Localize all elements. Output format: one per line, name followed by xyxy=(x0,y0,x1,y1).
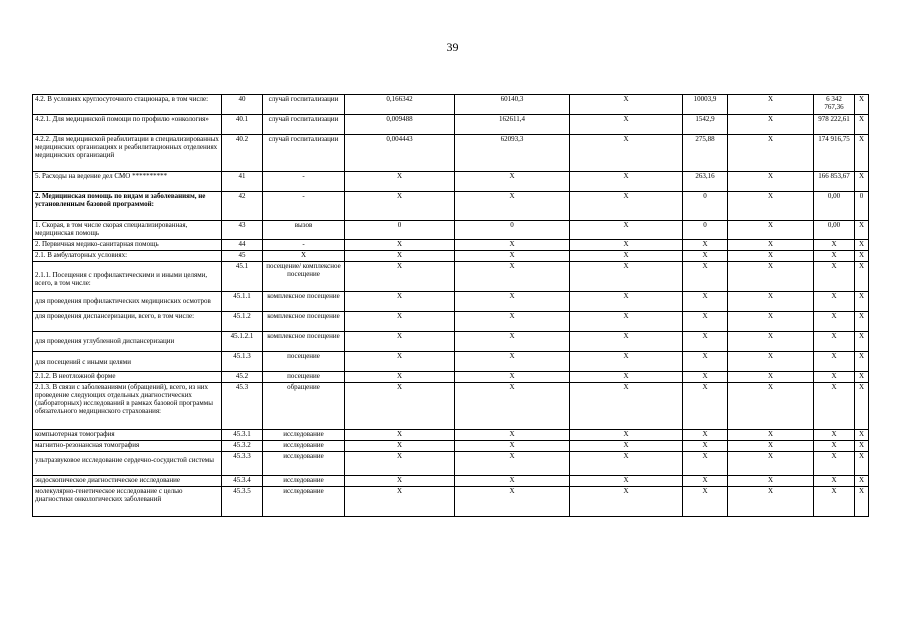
row-name-cell: 5. Расходы на ведение дел СМО ********** xyxy=(33,172,222,192)
table-row xyxy=(33,452,869,476)
budget-total-cell: X xyxy=(728,452,814,476)
financing-table xyxy=(32,94,869,517)
cost-norm-cell: X xyxy=(455,251,570,262)
percent-cell: X xyxy=(855,383,869,430)
row-code-cell: 40.2 xyxy=(222,135,263,172)
budget-total-cell: X xyxy=(728,487,814,517)
oms-per-capita-cell: X xyxy=(683,452,728,476)
row-name-cell: для проведения углубленной диспансеризации xyxy=(33,332,222,352)
volume-norm-cell: X xyxy=(345,352,455,372)
oms-total-cell: 174 916,75 xyxy=(814,135,855,172)
oms-per-capita-cell: X xyxy=(683,441,728,452)
volume-norm-cell: X xyxy=(345,476,455,487)
percent-cell: 0 xyxy=(855,192,869,221)
budget-total-cell: X xyxy=(728,292,814,312)
cost-norm-cell: X xyxy=(455,312,570,332)
table-row xyxy=(33,115,869,135)
row-unit-cell: - xyxy=(263,240,345,251)
budget-total-cell: X xyxy=(728,172,814,192)
budget-total-cell: X xyxy=(728,192,814,221)
cost-norm-cell: X xyxy=(455,192,570,221)
page-number: 39 xyxy=(446,40,459,54)
oms-per-capita-cell: X xyxy=(683,372,728,383)
budget-total-cell: X xyxy=(728,262,814,292)
budget-total-cell: X xyxy=(728,115,814,135)
row-unit-cell: - xyxy=(263,192,345,221)
table-row xyxy=(33,251,869,262)
budget-per-capita-cell: X xyxy=(570,312,683,332)
oms-per-capita-cell: X xyxy=(683,383,728,430)
volume-norm-cell: X xyxy=(345,292,455,312)
percent-cell: X xyxy=(855,430,869,441)
cost-norm-cell: X xyxy=(455,430,570,441)
row-unit-cell: вызов xyxy=(263,221,345,240)
volume-norm-cell: X xyxy=(345,251,455,262)
row-code-cell: 45.1.2 xyxy=(222,312,263,332)
row-name-cell: 2. Медицинская помощь по видам и заболеваниям, не установленным базовой программой: xyxy=(33,192,222,221)
percent-cell: X xyxy=(855,452,869,476)
row-name-cell: 2.1.3. В связи с заболеваниями (обращений), всего, из них проведение следующих отдельных диагностических (лабораторных) исследований в рамках базовой программы обязательного медицинского страхования: xyxy=(33,383,222,430)
budget-total-cell: X xyxy=(728,95,814,115)
table-row xyxy=(33,476,869,487)
oms-total-cell: X xyxy=(814,441,855,452)
budget-per-capita-cell: X xyxy=(570,352,683,372)
volume-norm-cell: X xyxy=(345,452,455,476)
row-unit-cell: X xyxy=(263,251,345,262)
volume-norm-cell: X xyxy=(345,192,455,221)
row-code-cell: 40 xyxy=(222,95,263,115)
table-row xyxy=(33,192,869,221)
budget-total-cell: X xyxy=(728,372,814,383)
oms-total-cell: X xyxy=(814,262,855,292)
row-unit-cell: исследование xyxy=(263,452,345,476)
budget-per-capita-cell: X xyxy=(570,192,683,221)
row-name-cell: 2.1. В амбулаторных условиях: xyxy=(33,251,222,262)
volume-norm-cell: X xyxy=(345,262,455,292)
oms-total-cell: X xyxy=(814,251,855,262)
oms-per-capita-cell: 275,88 xyxy=(683,135,728,172)
oms-total-cell: X xyxy=(814,352,855,372)
table-row xyxy=(33,95,869,115)
cost-norm-cell: X xyxy=(455,240,570,251)
row-name-cell: для проведения профилактических медицинских осмотров xyxy=(33,292,222,312)
percent-cell: X xyxy=(855,135,869,172)
row-unit-cell: случай госпитализации xyxy=(263,115,345,135)
percent-cell: X xyxy=(855,262,869,292)
row-code-cell: 41 xyxy=(222,172,263,192)
volume-norm-cell: X xyxy=(345,312,455,332)
volume-norm-cell: X xyxy=(345,430,455,441)
budget-per-capita-cell: X xyxy=(570,251,683,262)
budget-per-capita-cell: X xyxy=(570,95,683,115)
table-row xyxy=(33,221,869,240)
oms-total-cell: X xyxy=(814,487,855,517)
oms-per-capita-cell: 263,16 xyxy=(683,172,728,192)
cost-norm-cell: X xyxy=(455,452,570,476)
row-code-cell: 45.3.5 xyxy=(222,487,263,517)
row-unit-cell: посещение xyxy=(263,372,345,383)
budget-total-cell: X xyxy=(728,221,814,240)
budget-per-capita-cell: X xyxy=(570,115,683,135)
row-name-cell: 4.2.1. Для медицинской помощи по профилю «онкология» xyxy=(33,115,222,135)
row-code-cell: 40.1 xyxy=(222,115,263,135)
row-name-cell: 2. Первичная медико-санитарная помощь xyxy=(33,240,222,251)
table-row xyxy=(33,430,869,441)
volume-norm-cell: 0,004443 xyxy=(345,135,455,172)
cost-norm-cell: X xyxy=(455,262,570,292)
budget-per-capita-cell: X xyxy=(570,292,683,312)
cost-norm-cell: X xyxy=(455,487,570,517)
oms-per-capita-cell: X xyxy=(683,430,728,441)
oms-total-cell: 0,00 xyxy=(814,192,855,221)
volume-norm-cell: 0,009488 xyxy=(345,115,455,135)
table-row xyxy=(33,332,869,352)
row-name-cell: 2.1.1. Посещения с профилактическими и иными целями, всего, в том числе: xyxy=(33,262,222,292)
cost-norm-cell: X xyxy=(455,172,570,192)
oms-per-capita-cell: X xyxy=(683,312,728,332)
percent-cell: X xyxy=(855,476,869,487)
row-name-cell: компьютерная томография xyxy=(33,430,222,441)
cost-norm-cell: X xyxy=(455,352,570,372)
oms-total-cell: 0,00 xyxy=(814,221,855,240)
budget-per-capita-cell: X xyxy=(570,487,683,517)
budget-total-cell: X xyxy=(728,240,814,251)
percent-cell: X xyxy=(855,115,869,135)
budget-total-cell: X xyxy=(728,251,814,262)
row-unit-cell: - xyxy=(263,172,345,192)
row-name-cell: эндоскопическое диагностическое исследование xyxy=(33,476,222,487)
table-row xyxy=(33,172,869,192)
budget-per-capita-cell: X xyxy=(570,172,683,192)
row-name-cell: 1. Скорая, в том числе скорая специализированная, медицинская помощь xyxy=(33,221,222,240)
oms-per-capita-cell: X xyxy=(683,352,728,372)
oms-total-cell: X xyxy=(814,292,855,312)
row-unit-cell: исследование xyxy=(263,441,345,452)
table-row xyxy=(33,441,869,452)
cost-norm-cell: X xyxy=(455,476,570,487)
oms-per-capita-cell: 10003,9 xyxy=(683,95,728,115)
row-code-cell: 42 xyxy=(222,192,263,221)
budget-per-capita-cell: X xyxy=(570,452,683,476)
row-name-cell: 4.2. В условиях круглосуточного стационара, в том числе: xyxy=(33,95,222,115)
row-name-cell: 2.1.2. В неотложной форме xyxy=(33,372,222,383)
oms-per-capita-cell: X xyxy=(683,251,728,262)
table-row xyxy=(33,352,869,372)
oms-total-cell: X xyxy=(814,476,855,487)
row-unit-cell: посещение xyxy=(263,352,345,372)
row-code-cell: 45.3.2 xyxy=(222,441,263,452)
budget-per-capita-cell: X xyxy=(570,135,683,172)
oms-total-cell: 978 222,61 xyxy=(814,115,855,135)
row-code-cell: 45.1.3 xyxy=(222,352,263,372)
table-row xyxy=(33,262,869,292)
percent-cell: X xyxy=(855,292,869,312)
row-unit-cell: обращение xyxy=(263,383,345,430)
row-code-cell: 45.1.1 xyxy=(222,292,263,312)
oms-total-cell: X xyxy=(814,332,855,352)
oms-total-cell: X xyxy=(814,312,855,332)
budget-per-capita-cell: X xyxy=(570,332,683,352)
percent-cell: X xyxy=(855,441,869,452)
row-unit-cell: случай госпитализации xyxy=(263,135,345,172)
budget-total-cell: X xyxy=(728,441,814,452)
budget-per-capita-cell: X xyxy=(570,240,683,251)
table-body xyxy=(33,95,869,517)
volume-norm-cell: X xyxy=(345,383,455,430)
volume-norm-cell: X xyxy=(345,240,455,251)
budget-per-capita-cell: X xyxy=(570,262,683,292)
percent-cell: X xyxy=(855,332,869,352)
row-name-cell: для проведения диспансеризации, всего, в том числе: xyxy=(33,312,222,332)
percent-cell: X xyxy=(855,172,869,192)
table-row xyxy=(33,292,869,312)
cost-norm-cell: X xyxy=(455,372,570,383)
table-row xyxy=(33,240,869,251)
budget-total-cell: X xyxy=(728,135,814,172)
row-code-cell: 45.1.2.1 xyxy=(222,332,263,352)
volume-norm-cell: X xyxy=(345,372,455,383)
row-name-cell: молекулярно-генетическое исследование с целью диагностики онкологических заболеваний xyxy=(33,487,222,517)
oms-total-cell: 166 853,67 xyxy=(814,172,855,192)
budget-per-capita-cell: X xyxy=(570,476,683,487)
oms-per-capita-cell: 0 xyxy=(683,192,728,221)
budget-total-cell: X xyxy=(728,312,814,332)
row-code-cell: 43 xyxy=(222,221,263,240)
row-unit-cell: исследование xyxy=(263,476,345,487)
row-name-cell: для посещений с иными целями xyxy=(33,352,222,372)
row-code-cell: 44 xyxy=(222,240,263,251)
percent-cell: X xyxy=(855,487,869,517)
cost-norm-cell: X xyxy=(455,292,570,312)
row-unit-cell: комплексное посещение xyxy=(263,312,345,332)
row-code-cell: 45.3 xyxy=(222,383,263,430)
budget-per-capita-cell: X xyxy=(570,441,683,452)
row-unit-cell: исследование xyxy=(263,430,345,441)
percent-cell: X xyxy=(855,240,869,251)
cost-norm-cell: 62093,3 xyxy=(455,135,570,172)
oms-total-cell: X xyxy=(814,430,855,441)
table-row xyxy=(33,312,869,332)
oms-total-cell: 6 342 767,36 xyxy=(814,95,855,115)
budget-per-capita-cell: X xyxy=(570,221,683,240)
cost-norm-cell: X xyxy=(455,332,570,352)
volume-norm-cell: X xyxy=(345,172,455,192)
oms-total-cell: X xyxy=(814,452,855,476)
oms-per-capita-cell: X xyxy=(683,476,728,487)
row-unit-cell: случай госпитализации xyxy=(263,95,345,115)
percent-cell: X xyxy=(855,251,869,262)
row-name-cell: магнитно-резонансная томография xyxy=(33,441,222,452)
row-name-cell: 4.2.2. Для медицинской реабилитации в специализированных медицинских организациях и реабилитационных отделениях медицинских организаций xyxy=(33,135,222,172)
oms-per-capita-cell: X xyxy=(683,292,728,312)
oms-per-capita-cell: 1542,9 xyxy=(683,115,728,135)
cost-norm-cell: X xyxy=(455,383,570,430)
volume-norm-cell: 0 xyxy=(345,221,455,240)
oms-total-cell: X xyxy=(814,383,855,430)
percent-cell: X xyxy=(855,95,869,115)
table-row xyxy=(33,487,869,517)
row-unit-cell: комплексное посещение xyxy=(263,332,345,352)
percent-cell: X xyxy=(855,352,869,372)
budget-total-cell: X xyxy=(728,352,814,372)
oms-per-capita-cell: 0 xyxy=(683,221,728,240)
budget-total-cell: X xyxy=(728,332,814,352)
budget-total-cell: X xyxy=(728,430,814,441)
oms-per-capita-cell: X xyxy=(683,487,728,517)
budget-total-cell: X xyxy=(728,383,814,430)
table-row xyxy=(33,372,869,383)
budget-per-capita-cell: X xyxy=(570,372,683,383)
percent-cell: X xyxy=(855,221,869,240)
oms-total-cell: X xyxy=(814,372,855,383)
row-unit-cell: исследование xyxy=(263,487,345,517)
row-unit-cell: посещение/ комплексное посещение xyxy=(263,262,345,292)
row-code-cell: 45.1 xyxy=(222,262,263,292)
row-code-cell: 45.2 xyxy=(222,372,263,383)
percent-cell: X xyxy=(855,312,869,332)
cost-norm-cell: 162611,4 xyxy=(455,115,570,135)
row-code-cell: 45 xyxy=(222,251,263,262)
budget-per-capita-cell: X xyxy=(570,383,683,430)
percent-cell: X xyxy=(855,372,869,383)
budget-per-capita-cell: X xyxy=(570,430,683,441)
cost-norm-cell: 60140,3 xyxy=(455,95,570,115)
cost-norm-cell: X xyxy=(455,441,570,452)
volume-norm-cell: X xyxy=(345,441,455,452)
table-row xyxy=(33,383,869,430)
cost-norm-cell: 0 xyxy=(455,221,570,240)
budget-total-cell: X xyxy=(728,476,814,487)
row-code-cell: 45.3.4 xyxy=(222,476,263,487)
volume-norm-cell: X xyxy=(345,487,455,517)
oms-per-capita-cell: X xyxy=(683,240,728,251)
volume-norm-cell: X xyxy=(345,332,455,352)
table-row xyxy=(33,135,869,172)
oms-per-capita-cell: X xyxy=(683,262,728,292)
oms-per-capita-cell: X xyxy=(683,332,728,352)
volume-norm-cell: 0,166342 xyxy=(345,95,455,115)
row-code-cell: 45.3.1 xyxy=(222,430,263,441)
row-unit-cell: комплексное посещение xyxy=(263,292,345,312)
row-code-cell: 45.3.3 xyxy=(222,452,263,476)
row-name-cell: ультразвуковое исследование сердечно-сосудистой системы xyxy=(33,452,222,476)
oms-total-cell: X xyxy=(814,240,855,251)
